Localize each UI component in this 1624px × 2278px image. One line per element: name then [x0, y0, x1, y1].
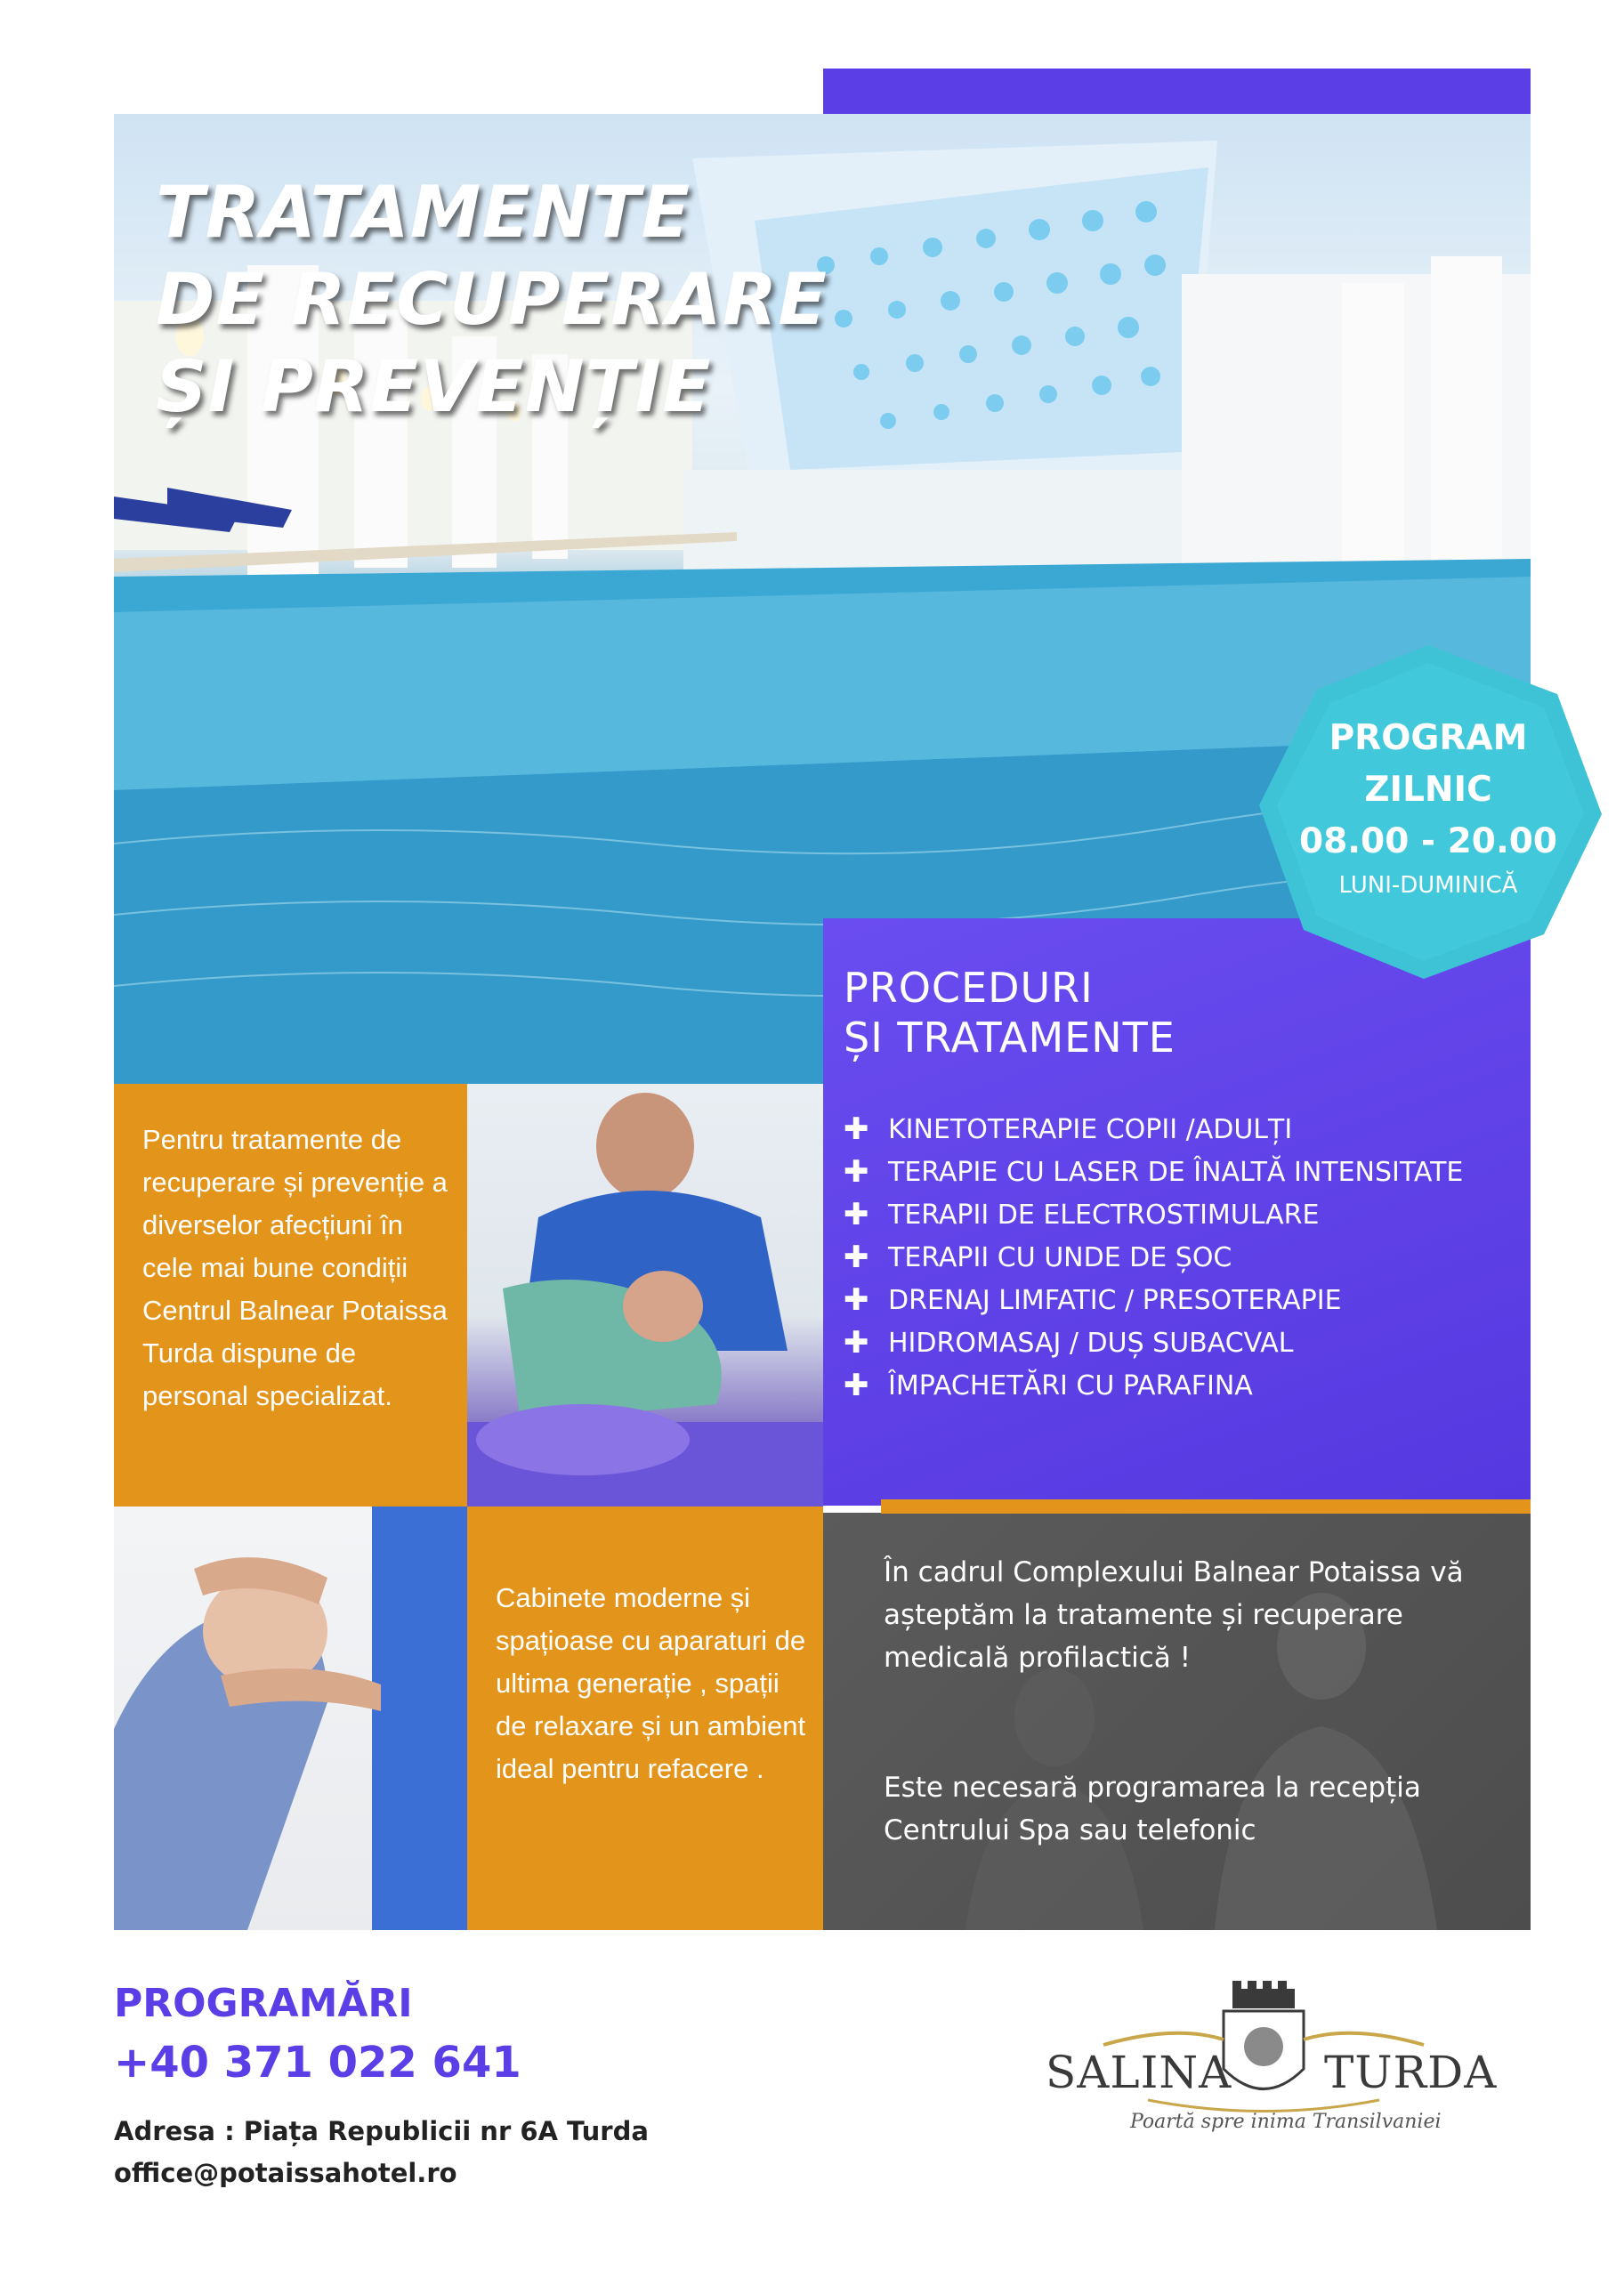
- top-accent-bar: [823, 69, 1531, 115]
- address-text: Adresa : Piața Republicii nr 6A Turda: [114, 2116, 649, 2146]
- badge-daily-label: ZILNIC: [1364, 770, 1492, 810]
- procedure-item: [844, 1108, 1463, 1151]
- procedures-title: [844, 963, 1176, 1062]
- badge-days: LUNI-DUMINICĂ: [1338, 872, 1518, 899]
- plus-icon: ✚: [844, 1197, 869, 1232]
- therapist-illustration: [467, 1084, 823, 1507]
- grey-info-text-1: În cadrul Complexului Balnear Potaissa vă așteptăm la tratamente și recuperare medicală profilactică !: [884, 1556, 1464, 1674]
- procedures-title-line-2: ȘI TRATAMENTE: [844, 1014, 1176, 1062]
- procedure-label: DRENAJ LIMFATIC / PRESOTERAPIE: [888, 1284, 1342, 1316]
- plus-icon: ✚: [844, 1368, 869, 1403]
- orange-info-text-1: Pentru tratamente de recuperare și prevenție a diverselor afecțiuni în cele mai bune condiții Centrul Balnear Potaissa Turda dispune de personal specializat.: [142, 1124, 448, 1411]
- hero-title-line-3: ȘI PREVENȚIE: [156, 345, 712, 428]
- procedure-label: KINETOTERAPIE COPII /ADULȚI: [888, 1113, 1293, 1145]
- plus-icon: ✚: [844, 1240, 869, 1275]
- procedure-item: [844, 1279, 1463, 1321]
- procedures-list: [844, 1108, 1463, 1407]
- plus-icon: ✚: [844, 1282, 869, 1318]
- procedure-label: TERAPII CU UNDE DE ȘOC: [888, 1241, 1232, 1273]
- phone-link[interactable]: +40 371 022 641: [114, 2038, 521, 2088]
- plus-icon: ✚: [844, 1325, 869, 1361]
- plus-icon: ✚: [844, 1111, 869, 1147]
- grey-info-text-2: Este necesară programarea la recepția Centrului Spa sau telefonic: [884, 1772, 1421, 1846]
- badge-shape: [1246, 627, 1611, 992]
- orange-divider: [881, 1499, 1531, 1514]
- orange-info-text-2: Cabinete moderne și spațioase cu aparaturi de ultima generație , spații de relaxare și un ambient ideal pentru refacere .: [496, 1582, 806, 1784]
- therapy-photo: [467, 1084, 823, 1507]
- procedure-item: [844, 1236, 1463, 1279]
- procedures-title-line-1: PROCEDURI: [844, 964, 1094, 1012]
- procedure-item: [844, 1193, 1463, 1236]
- badge-hours: 08.00 - 20.00: [1298, 821, 1558, 861]
- program-badge: [1246, 627, 1611, 992]
- logo-word-salina: SALINA: [1046, 2047, 1232, 2098]
- procedure-label: TERAPIE CU LASER DE ÎNALTĂ INTENSITATE: [888, 1156, 1464, 1188]
- knee-illustration: [114, 1507, 467, 1930]
- procedure-label: HIDROMASAJ / DUȘ SUBACVAL: [888, 1327, 1294, 1359]
- knee-therapy-photo: [114, 1507, 467, 1930]
- hero-title: [156, 169, 828, 431]
- hero-title-line-2: DE RECUPERARE: [156, 258, 828, 341]
- procedure-item: [844, 1321, 1463, 1364]
- procedure-item: [844, 1151, 1463, 1193]
- procedure-label: TERAPII DE ELECTROSTIMULARE: [888, 1199, 1320, 1231]
- email-link[interactable]: office@potaissahotel.ro: [114, 2158, 457, 2188]
- logo-tagline: Poartă spre inima Transilvaniei: [1130, 2111, 1442, 2133]
- appointments-heading: PROGRAMĂRI: [114, 1981, 413, 2026]
- plus-icon: ✚: [844, 1154, 869, 1190]
- badge-program-label: PROGRAM: [1329, 718, 1528, 758]
- hero-title-line-1: TRATAMENTE: [156, 171, 691, 254]
- procedure-label: ÎMPACHETĂRI CU PARAFINA: [888, 1369, 1253, 1402]
- procedure-item: [844, 1364, 1463, 1407]
- logo-word-turda: TURDA: [1324, 2047, 1498, 2098]
